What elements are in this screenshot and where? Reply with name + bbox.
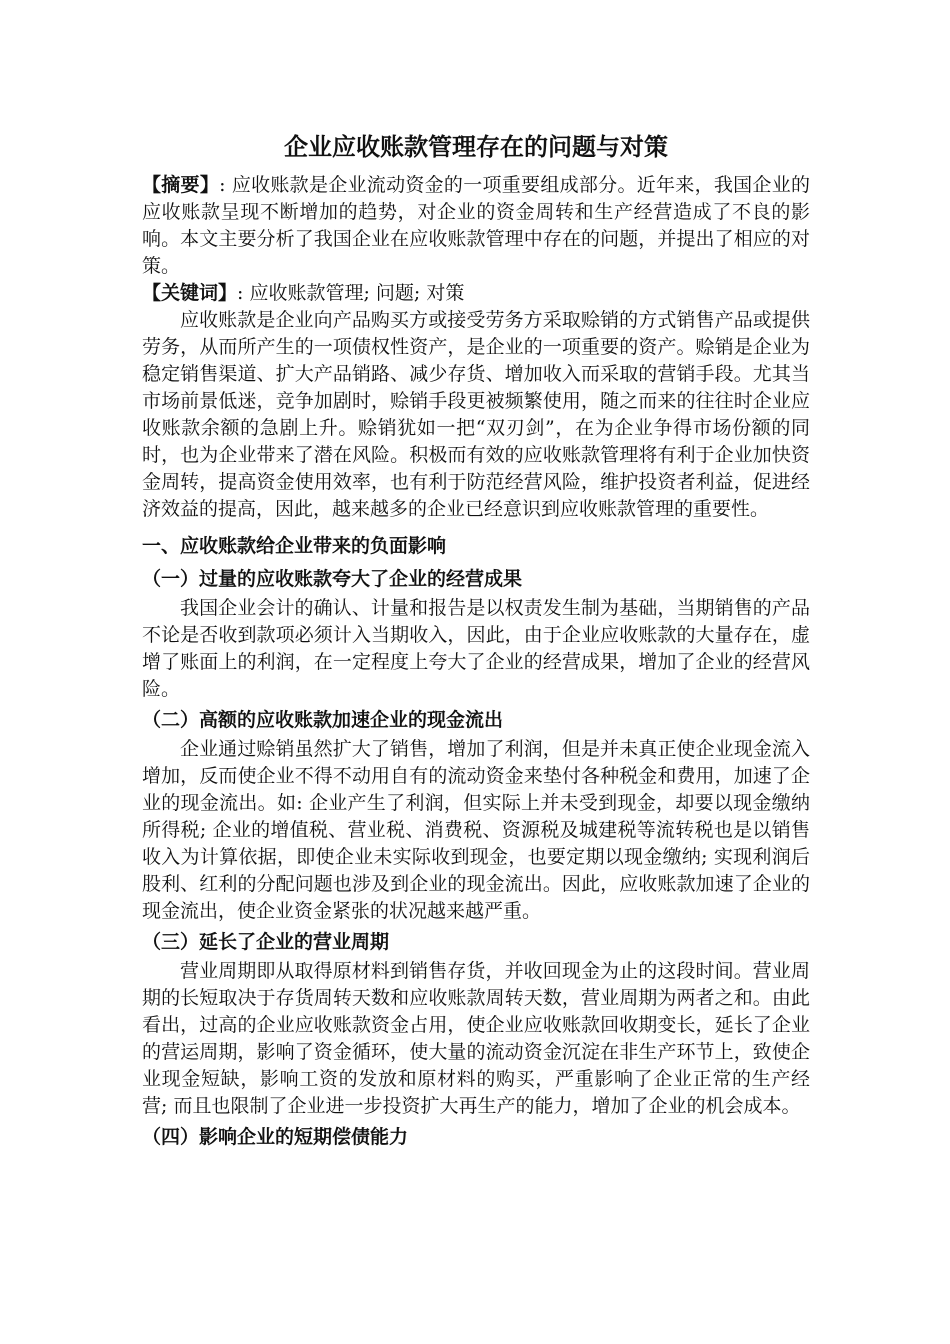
abstract-paragraph [142,172,810,280]
intro-paragraph: 应收账款是企业向产品购买方或接受劳务方采取赊销的方式销售产品或提供劳务，从而所产生的一项债权性资产，是企业的一项重要的资产。赊销是企业为稳定销售渠道、扩大产品销路、减少存货、增加收入而采取的营销手段。尤其当市场前景低迷，竞争加剧时，赊销手段更被频繁使用，随之而来的往往时企业应收账款余额的急剧上升。赊销犹如一把“双刃剑”，在为企业争得市场份额的同时，也为企业带来了潜在风险。积极而有效的应收账款管理将有利于企业加快资金周转，提高资金使用效率，也有利于防范经营风险，维护投资者利益，促进经济效益的提高，因此，越来越多的企业已经意识到应收账款管理的重要性。 [142,309,810,520]
keywords-text: : 应收账款管理; 问题; 对策 [237,282,465,304]
section-heading-1: 一、应收账款给企业带来的负面影响 [142,535,447,557]
abstract-label: 【摘要】 [142,174,220,196]
abstract-text: : 应收账款是企业流动资金的一项重要组成部分。近年来，我国企业的应收账款呈现不断增加的趋势，对企业的资金周转和生产经营造成了不良的影响。本文主要分析了我国企业在应收账款管理中存在的问题，并提出了相应的对策。 [142,174,810,277]
keywords-label: 【关键词】 [142,282,238,304]
subsection-heading-1: （一）过量的应收账款夸大了企业的经营成果 [142,568,523,590]
subsection-paragraph-2: 企业通过赊销虽然扩大了销售，增加了利润，但是并未真正使企业现金流入增加，反而使企业不得不动用自有的流动资金来垫付各种税金和费用，加速了企业的现金流出。如: 企业产生了利润，但实际上并未受到现金，却要以现金缴纳所得税; 企业的增值税、营业税、消费税、资源税及城建税等流转税也是以销售收入为计算依据，即使企业未实际收到现金，也要定期以现金缴纳; 实现利润后股利、红利的分配问题也涉及到企业的现金流出。因此，应收账款加速了企业的现金流出，使企业资金紧张的状况越来越严重。 [142,738,810,922]
subsection-heading-2: （二）高额的应收账款加速企业的现金流出 [142,709,504,731]
document-page [142,130,810,1153]
subsection-heading-4: （四）影响企业的短期偿债能力 [142,1126,409,1148]
page-title: 企业应收账款管理存在的问题与对策 [284,132,668,161]
keywords-paragraph [142,280,810,307]
subsection-paragraph-1: 我国企业会计的确认、计量和报告是以权责发生制为基础，当期销售的产品不论是否收到款项必须计入当期收入，因此，由于企业应收账款的大量存在，虚增了账面上的利润，在一定程度上夸大了企业的经营成果，增加了企业的经营风险。 [142,597,810,700]
subsection-heading-3: （三）延长了企业的营业周期 [142,931,390,953]
subsection-paragraph-3: 营业周期即从取得原材料到销售存货，并收回现金为止的这段时间。营业周期的长短取决于存货周转天数和应收账款周转天数，营业周期为两者之和。由此看出，过高的企业应收账款资金占用，使企业应收账款回收期变长，延长了企业的营运周期，影响了资金循环，使大量的流动资金沉淀在非生产环节上，致使企业现金短缺，影响工资的发放和原材料的购买，严重影响了企业正常的生产经营; 而且也限制了企业进一步投资扩大再生产的能力，增加了企业的机会成本。 [142,960,810,1117]
